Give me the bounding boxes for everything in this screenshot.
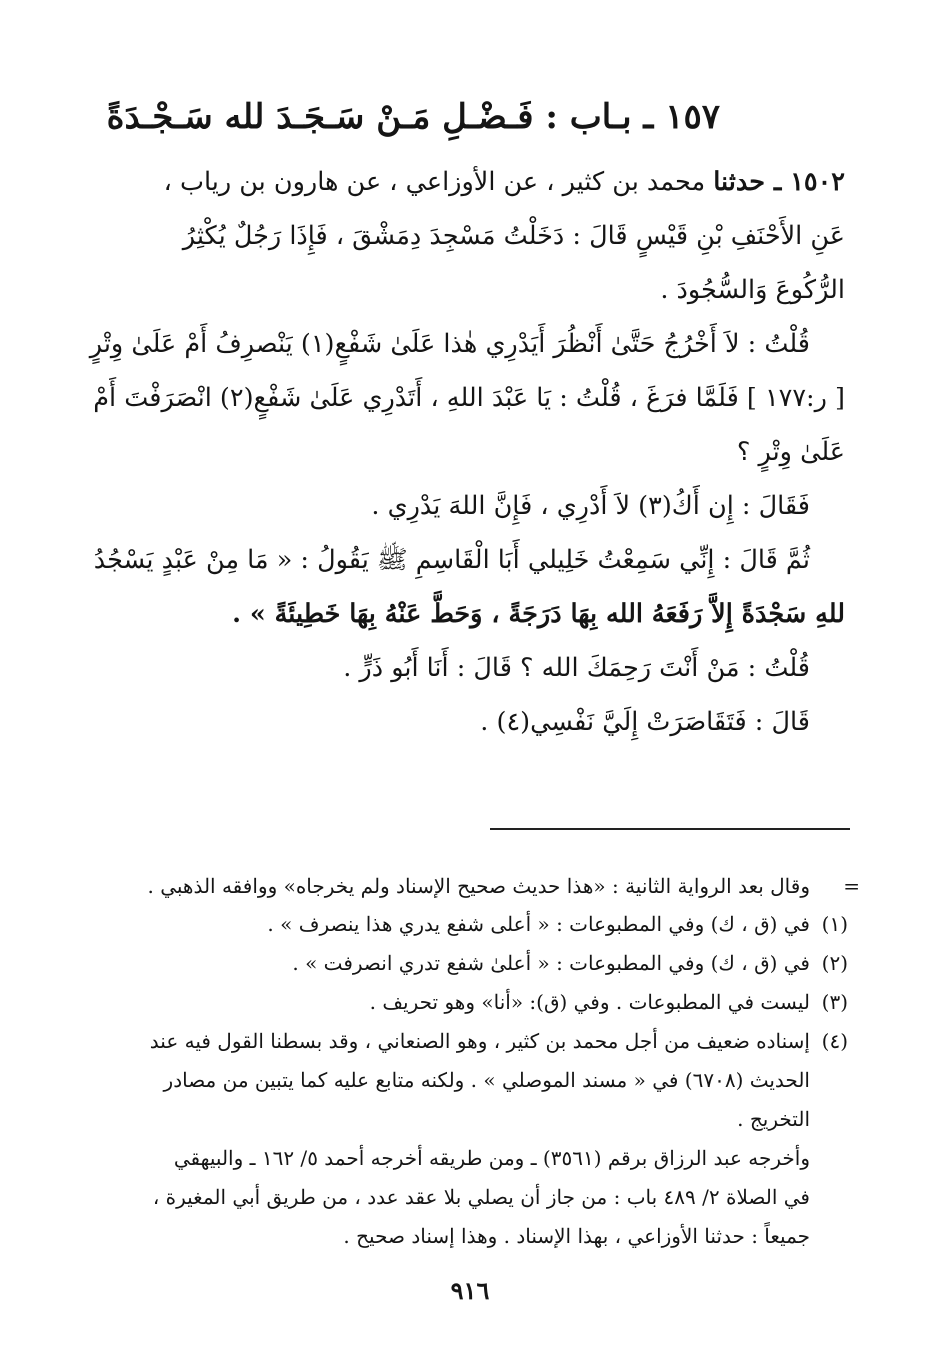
footnote-number: (١) — [821, 912, 848, 936]
hadith-number-lead: ١٥٠٢ ـ حدثنا — [713, 167, 845, 197]
footnote-text: إسناده ضعيف من أجل محمد بن كثير ، وهو الصنعاني ، وقد بسطنا القول فيه عند — [149, 1029, 810, 1053]
footnote-text: في (ق ، ك) وفي المطبوعات : « أعلى شفع يدري هذا ينصرف » . — [267, 912, 810, 936]
hadith-line: عَنِ الأَحْنَفِ بْنِ قَيْسٍ قَالَ : دَخَلْتُ مَسْجِدَ دِمَشْقَ ، فَإِذَا رَجُلٌ يُكْثِرُ — [182, 221, 845, 251]
hadith-line: ثُمَّ قَالَ : إِنِّي سَمِعْتُ خَلِيلي أَبَا الْقَاسِمِ ﷺ يَقُولُ : « مَا مِنْ عَبْدٍ يَسْجُدُ — [93, 545, 810, 575]
footnote-separator — [490, 828, 850, 830]
footnote-text: جميعاً : حدثنا الأوزاعي ، بهذا الإسناد . وهذا إسناد صحيح . — [343, 1224, 810, 1248]
hadith-line: قُلْتُ : لاَ أَخْرُجُ حَتَّىٰ أَنْظُرَ أَيَدْرِي هٰذا عَلَىٰ شَفْعٍ(١) يَنْصرِفُ أَمْ عَلَىٰ وِتْرٍ — [89, 329, 810, 359]
footnote-continuation-mark: = — [843, 874, 860, 898]
hadith-line: الرُّكُوعَ وَالسُّجُودَ . — [660, 275, 845, 305]
footnote-text: وأخرجه عبد الرزاق برقم (٣٥٦١) ـ ومن طريقه أخرجه أحمد ٥/ ١٦٢ ـ والبيهقي — [173, 1146, 810, 1170]
footnote-text: التخريج . — [737, 1107, 810, 1131]
hadith-line-text: محمد بن كثير ، عن الأوزاعي ، عن هارون بن رياب ، — [163, 167, 714, 197]
footnote-text: ليست في المطبوعات . وفي (ق): «أنا» وهو تحريف . — [369, 990, 810, 1014]
hadith-line — [90, 167, 845, 197]
hadith-line: للهِ سَجْدَةً إِلاَّ رَفَعَهُ الله بِهَا دَرَجَةً ، وَحَطَّ عَنْهُ بِهَا خَطِيئَةً » . — [232, 599, 845, 629]
hadith-line: عَلَىٰ وِتْرٍ ؟ — [736, 437, 845, 467]
footnote-text: الحديث (٦٧٠٨) في « مسند الموصلي » . ولكنه متابع عليه كما يتبين من مصادر — [163, 1068, 810, 1092]
hadith-line: [ ر:١٧٧ ] فَلَمَّا فرَغَ ، قُلْتُ : يَا عَبْدَ اللهِ ، أَتَدْرِي عَلَىٰ شَفْعٍ(٢) انْصَرَفْتَ أَمْ — [93, 383, 845, 413]
hadith-line: فَقَالَ : إِن أَكُ(٣) لاَ أَدْرِي ، فَإِنَّ اللهَ يَدْرِي . — [371, 491, 810, 521]
page-number: ٩١٦ — [450, 1276, 490, 1305]
footnote-number: (٤) — [821, 1029, 848, 1053]
hadith-line: قَالَ : فَتَقَاصَرَتْ إِلَيَّ نَفْسِي(٤) . — [480, 707, 810, 737]
chapter-title: ١٥٧ ـ بـاب : فَـضْـلِ مَـنْ سَـجَـدَ لله سَـجْـدَةً — [106, 97, 720, 137]
footnote-number: (٣) — [821, 990, 848, 1014]
footnote-text: وقال بعد الرواية الثانية : «هذا حديث صحيح الإسناد ولم يخرجاه» ووافقه الذهبي . — [147, 874, 810, 898]
footnote-text: في (ق ، ك) وفي المطبوعات : « أعلىٰ شفع تدري انصرفت » . — [292, 951, 810, 975]
hadith-line: قُلْتُ : مَنْ أَنْتَ رَحِمَكَ الله ؟ قَالَ : أَنَا أَبُو ذَرٍّ . — [343, 653, 810, 683]
footnote-number: (٢) — [821, 951, 848, 975]
footnote-text: في الصلاة ٢/ ٤٨٩ باب : من جاز أن يصلي بلا عقد عدد ، من طريق أبي المغيرة ، — [152, 1185, 810, 1209]
